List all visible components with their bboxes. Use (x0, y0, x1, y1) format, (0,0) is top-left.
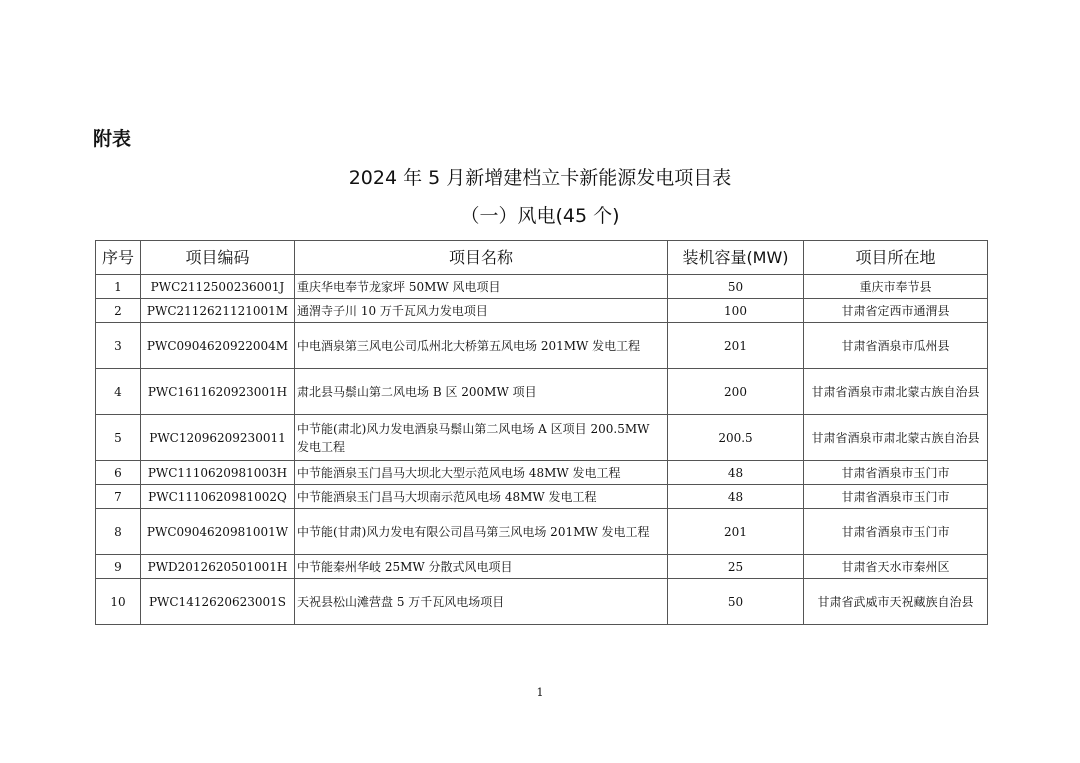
table-row (96, 323, 988, 369)
table-row (96, 299, 988, 323)
cell-name: 重庆华电奉节龙家坪 50MW 风电项目 (295, 275, 668, 299)
table-row (96, 461, 988, 485)
cell-no: 5 (96, 415, 141, 461)
table-row (96, 275, 988, 299)
cell-name: 天祝县松山滩营盘 5 万千瓦风电场项目 (295, 579, 668, 625)
cell-name: 中节能秦州华岐 25MW 分散式风电项目 (295, 555, 668, 579)
cell-name: 肃北县马鬃山第二风电场 B 区 200MW 项目 (295, 369, 668, 415)
section-subtitle: （一）风电(45 个) (460, 205, 620, 227)
cell-capacity: 50 (668, 579, 804, 625)
table-row (96, 555, 988, 579)
table-row (96, 509, 988, 555)
cell-name: 中节能酒泉玉门昌马大坝南示范风电场 48MW 发电工程 (295, 485, 668, 509)
table-row (96, 415, 988, 461)
cell-capacity: 48 (668, 485, 804, 509)
cell-code: PWC1110620981002Q (141, 485, 295, 509)
cell-capacity: 200.5 (668, 415, 804, 461)
cell-name: 中节能(甘肃)风力发电有限公司昌马第三风电场 201MW 发电工程 (295, 509, 668, 555)
table-row (96, 369, 988, 415)
cell-location: 甘肃省酒泉市肃北蒙古族自治县 (804, 415, 988, 461)
cell-no: 3 (96, 323, 141, 369)
cell-location: 甘肃省天水市秦州区 (804, 555, 988, 579)
page-title: 2024 年 5 月新增建档立卡新能源发电项目表 (348, 167, 732, 189)
cell-code: PWC12096209230011 (141, 415, 295, 461)
cell-no: 8 (96, 509, 141, 555)
cell-code: PWC1110620981003H (141, 461, 295, 485)
table-row (96, 485, 988, 509)
projects-table (95, 240, 988, 625)
cell-location: 重庆市奉节县 (804, 275, 988, 299)
cell-location: 甘肃省酒泉市瓜州县 (804, 323, 988, 369)
cell-code: PWC0904620981001W (141, 509, 295, 555)
page-number: 1 (536, 686, 544, 699)
cell-code: PWC1412620623001S (141, 579, 295, 625)
cell-name: 中节能(肃北)风力发电酒泉马鬃山第二风电场 A 区项目 200.5MW 发电工程 (295, 415, 668, 461)
column-header-location: 项目所在地 (804, 241, 988, 275)
cell-no: 2 (96, 299, 141, 323)
cell-no: 9 (96, 555, 141, 579)
cell-code: PWC0904620922004M (141, 323, 295, 369)
cell-no: 7 (96, 485, 141, 509)
cell-capacity: 201 (668, 323, 804, 369)
cell-code: PWC2112621121001M (141, 299, 295, 323)
cell-no: 1 (96, 275, 141, 299)
cell-capacity: 201 (668, 509, 804, 555)
cell-no: 6 (96, 461, 141, 485)
cell-no: 10 (96, 579, 141, 625)
cell-location: 甘肃省酒泉市玉门市 (804, 485, 988, 509)
cell-location: 甘肃省酒泉市玉门市 (804, 461, 988, 485)
cell-location: 甘肃省武威市天祝藏族自治县 (804, 579, 988, 625)
cell-capacity: 48 (668, 461, 804, 485)
table-row (96, 579, 988, 625)
column-header-capacity: 装机容量(MW) (668, 241, 804, 275)
cell-name: 中节能酒泉玉门昌马大坝北大型示范风电场 48MW 发电工程 (295, 461, 668, 485)
attachment-label: 附表 (93, 128, 132, 150)
cell-code: PWD2012620501001H (141, 555, 295, 579)
column-header-name: 项目名称 (295, 241, 668, 275)
column-header-code: 项目编码 (141, 241, 295, 275)
cell-code: PWC2112500236001J (141, 275, 295, 299)
cell-capacity: 50 (668, 275, 804, 299)
cell-code: PWC1611620923001H (141, 369, 295, 415)
cell-no: 4 (96, 369, 141, 415)
cell-capacity: 25 (668, 555, 804, 579)
cell-capacity: 200 (668, 369, 804, 415)
cell-name: 中电酒泉第三风电公司瓜州北大桥第五风电场 201MW 发电工程 (295, 323, 668, 369)
cell-location: 甘肃省定西市通渭县 (804, 299, 988, 323)
cell-capacity: 100 (668, 299, 804, 323)
cell-location: 甘肃省酒泉市玉门市 (804, 509, 988, 555)
column-header-no: 序号 (96, 241, 141, 275)
cell-name: 通渭寺子川 10 万千瓦风力发电项目 (295, 299, 668, 323)
table-header-row (96, 241, 988, 275)
cell-location: 甘肃省酒泉市肃北蒙古族自治县 (804, 369, 988, 415)
